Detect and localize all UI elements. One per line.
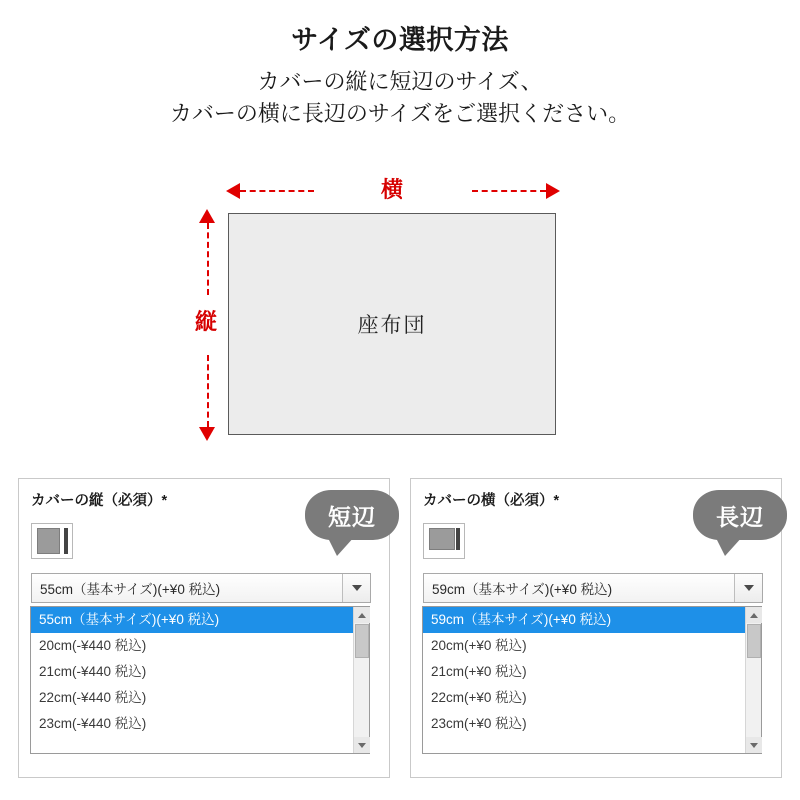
scroll-up-icon[interactable] — [746, 607, 762, 623]
arrow-head-left-icon — [226, 183, 240, 199]
cover-horizontal-label: カバーの横（必須）* — [423, 493, 560, 509]
arrow-head-up-icon — [199, 209, 215, 223]
vertical-arrow-bottom-line — [207, 355, 209, 427]
cover-vertical-selected-value: 55cm（基本サイズ)(+¥0 税込) — [40, 582, 221, 597]
callout-short-side — [305, 490, 399, 540]
cover-vertical-dropdown-list[interactable] — [30, 606, 370, 754]
vertical-cover-thumbnail-icon[interactable] — [31, 523, 73, 559]
cover-horizontal-dropdown-list[interactable] — [422, 606, 762, 754]
list-item[interactable]: 55cm（基本サイズ)(+¥0 税込) — [31, 607, 353, 633]
list-item[interactable]: 23cm(+¥0 税込) — [431, 716, 527, 731]
chevron-down-icon — [744, 585, 754, 591]
page-title: サイズの選択方法 — [291, 25, 509, 55]
cover-horizontal-dropdown-button[interactable] — [734, 574, 762, 602]
horizontal-arrow-right-line — [472, 190, 546, 192]
vertical-dimension-label: 縦 — [194, 309, 217, 334]
cushion-rectangle — [228, 213, 556, 435]
page-subtitle — [0, 66, 800, 130]
arrow-head-down-icon — [199, 427, 215, 441]
subtitle-line-2: カバーの横に長辺のサイズをご選択ください。 — [169, 100, 631, 126]
size-diagram — [0, 165, 800, 450]
scrollbar-thumb[interactable] — [355, 624, 369, 658]
list-item[interactable]: 23cm(-¥440 税込) — [39, 716, 147, 731]
cover-horizontal-selected-value: 59cm（基本サイズ)(+¥0 税込) — [432, 582, 613, 597]
list-item[interactable]: 20cm(-¥440 税込) — [39, 638, 147, 653]
subtitle-line-1: カバーの縦に短辺のサイズ、 — [257, 69, 543, 94]
scroll-up-icon[interactable] — [354, 607, 370, 623]
cover-vertical-option-list — [31, 607, 353, 753]
list-item[interactable]: 21cm(-¥440 税込) — [39, 664, 147, 679]
list-item[interactable]: 22cm(+¥0 税込) — [431, 690, 527, 705]
list-item[interactable]: 21cm(+¥0 税込) — [431, 664, 527, 679]
list-item[interactable]: 22cm(-¥440 税込) — [39, 690, 147, 705]
scroll-down-icon[interactable] — [746, 737, 762, 753]
horizontal-cover-thumbnail-icon[interactable] — [423, 523, 465, 559]
cover-vertical-label: カバーの縦（必須）* — [31, 493, 168, 509]
thumbnail-edge-bar — [456, 528, 460, 550]
list-item[interactable]: 59cm（基本サイズ)(+¥0 税込) — [423, 607, 745, 633]
cover-vertical-select[interactable] — [31, 573, 371, 603]
cushion-label: 座布団 — [357, 314, 427, 337]
horizontal-arrow-left-line — [240, 190, 314, 192]
scroll-down-icon[interactable] — [354, 737, 370, 753]
cover-vertical-dropdown-button[interactable] — [342, 574, 370, 602]
horizontal-dimension-label: 横 — [380, 177, 403, 202]
arrow-head-right-icon — [546, 183, 560, 199]
cover-horizontal-option-list — [423, 607, 745, 753]
chevron-down-icon — [352, 585, 362, 591]
callout-long-side — [693, 490, 787, 540]
cover-vertical-scrollbar[interactable] — [353, 607, 369, 753]
thumbnail-inner-shape — [37, 528, 60, 554]
thumbnail-inner-shape — [429, 528, 455, 550]
callout-long-side-label: 長辺 — [716, 503, 764, 530]
scrollbar-thumb[interactable] — [747, 624, 761, 658]
cover-horizontal-scrollbar[interactable] — [745, 607, 761, 753]
cover-horizontal-select[interactable] — [423, 573, 763, 603]
vertical-arrow-top-line — [207, 223, 209, 295]
list-item[interactable]: 20cm(+¥0 税込) — [431, 638, 527, 653]
thumbnail-edge-bar — [64, 528, 68, 554]
callout-short-side-label: 短辺 — [328, 503, 376, 530]
